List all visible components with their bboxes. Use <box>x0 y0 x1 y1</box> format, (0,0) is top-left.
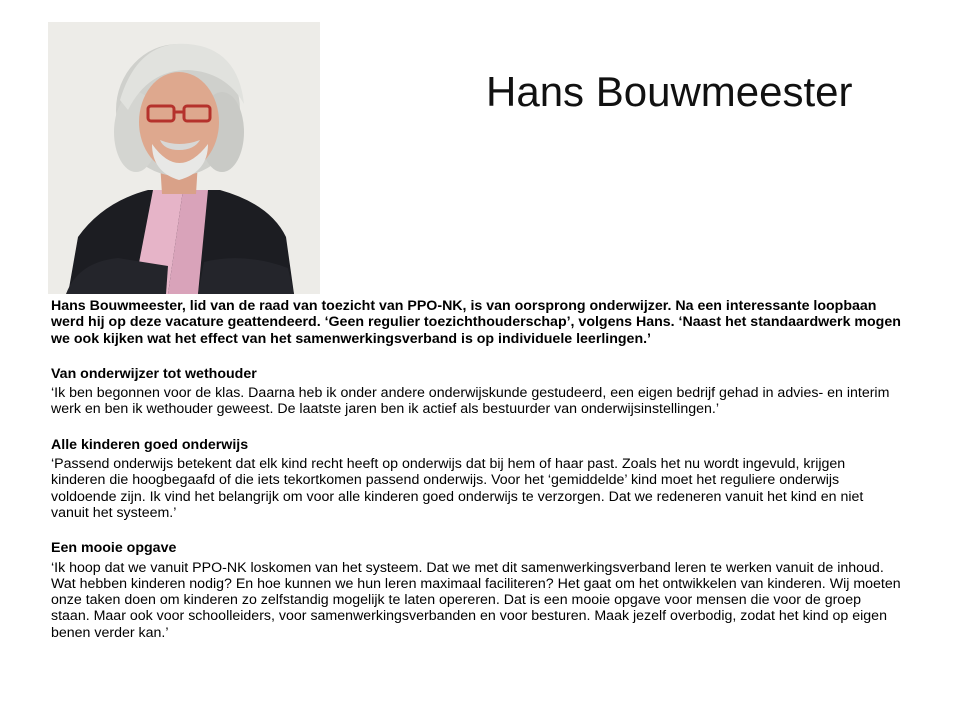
portrait-photo <box>48 22 320 294</box>
page-title: Hans Bouwmeester <box>486 68 853 115</box>
intro-paragraph: Hans Bouwmeester, lid van de raad van toezicht van PPO-NK, is van oorsprong onderwijzer. Na een interessante loopbaan werd hij op deze vacature geattendeerd. ‘Geen regulier toezichthouderschap’, volgens Hans. ‘Naast het standaardwerk mogen we ook kijken wat het effect van het samenwerkingsverband is op individuele leerlingen.’ <box>51 298 901 347</box>
section-text: ‘Ik hoop dat we vanuit PPO-NK loskomen van het systeem. Dat we met dit samenwerkingsverband leren te werken vanuit de inhoud. Wat hebben kinderen nodig? En hoe kunnen we hun leren maximaal faciliteren? Het gaat om het ontwikkelen van kinderen. Wij moeten onze taken doen om kinderen zo zelfstandig mogelijk te laten opereren. Dat is een mooie opgave voor mensen die voor de groep staan. Maar ook voor schoolleiders, voor samenwerkingsverbanden en voor besturen. Maak jezelf overbodig, zodat het kind op eigen benen verder kan.’ <box>51 559 901 641</box>
section-mooie-opgave <box>51 540 901 641</box>
section-alle-kinderen <box>51 437 901 521</box>
section-text: ‘Passend onderwijs betekent dat elk kind recht heeft op onderwijs dat bij hem of haar past. Zoals het nu wordt ingevuld, krijgen kinderen die hoogbegaafd of die iets tekortkomen passend onderwijs. Voor het ‘gemiddelde’ kind moet het reguliere onderwijs voldoende zijn. Ik vind het belangrijk om voor alle kinderen goed onderwijs te verzorgen. Dat we redeneren vanuit het kind en niet vanuit het systeem.’ <box>51 456 864 521</box>
section-text: ‘Ik ben begonnen voor de klas. Daarna heb ik onder andere onderwijskunde gestudeerd, een eigen bedrijf gehad in advies- en interim werk en ben ik wethouder geweest. De laatste jaren ben ik actief als bestuurder van onderwijsinstellingen.’ <box>51 385 890 418</box>
section-van-onderwijzer <box>51 366 901 418</box>
section-heading: Alle kinderen goed onderwijs <box>51 436 249 453</box>
section-heading: Van onderwijzer tot wethouder <box>51 365 257 382</box>
article-body <box>51 298 901 641</box>
section-heading: Een mooie opgave <box>51 540 177 557</box>
